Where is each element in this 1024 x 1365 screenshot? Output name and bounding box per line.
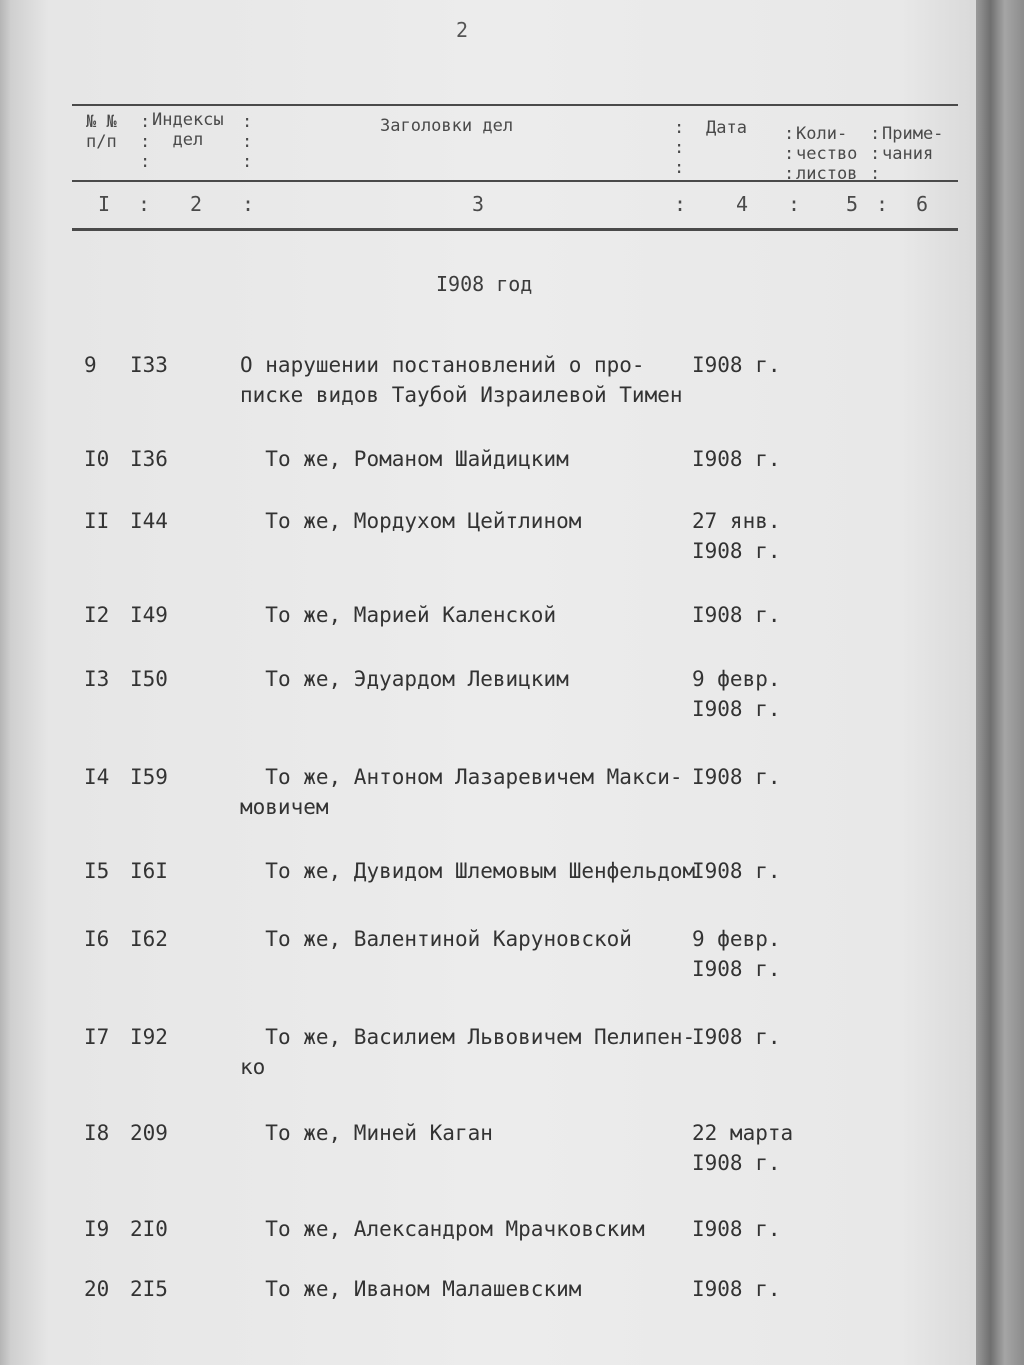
entry-date: I908 г. <box>692 1217 781 1241</box>
entry-title: О нарушении постановлений о про- писке видов Таубой Израилевой Тимен <box>240 353 683 407</box>
entry-title: То же, Миней Каган <box>240 1121 493 1145</box>
page-number: 2 <box>456 18 469 42</box>
entry-date: I908 г. <box>692 603 781 627</box>
entry-date: I908 г. <box>692 447 781 471</box>
entry-title: То же, Александром Мрачковским <box>240 1217 645 1241</box>
column-separator: : <box>876 192 889 216</box>
entry-date: I908 г. <box>692 765 781 789</box>
column-separator: : <box>674 192 687 216</box>
header-separator: : : : <box>140 112 151 172</box>
table-top-rule <box>72 104 958 106</box>
header-col-date: Дата <box>706 118 747 138</box>
entry-number: II <box>84 509 110 533</box>
year-heading: I908 год <box>436 272 533 296</box>
header-separator: : : : <box>870 124 881 184</box>
entry-number: I5 <box>84 859 110 883</box>
entry-index: 2I5 <box>130 1277 168 1301</box>
entry-number: I0 <box>84 447 110 471</box>
column-separator: : <box>138 192 151 216</box>
entry-index: I59 <box>130 765 168 789</box>
column-number: I <box>98 192 111 216</box>
entry-index: 2I0 <box>130 1217 168 1241</box>
entry-number: 20 <box>84 1277 110 1301</box>
column-number: 4 <box>736 192 749 216</box>
entry-date: I908 г. <box>692 353 781 377</box>
header-separator: : : : <box>242 112 253 172</box>
entry-number: I4 <box>84 765 110 789</box>
entry-index: I62 <box>130 927 168 951</box>
header-col-number: № № п/п <box>86 112 117 152</box>
entry-index: I44 <box>130 509 168 533</box>
entry-title: То же, Василием Львовичем Пелипен- ко <box>240 1025 696 1079</box>
entry-number: I7 <box>84 1025 110 1049</box>
column-number: 5 <box>846 192 859 216</box>
entry-title: То же, Антоном Лазаревичем Макси- мовичем <box>240 765 683 819</box>
entry-number: I9 <box>84 1217 110 1241</box>
page-right-edge <box>976 0 1024 1365</box>
entry-title: То же, Мордухом Цейтлином <box>240 509 582 533</box>
header-separator: : : : <box>784 124 795 184</box>
entry-number: I3 <box>84 667 110 691</box>
column-separator: : <box>788 192 801 216</box>
entry-number: I8 <box>84 1121 110 1145</box>
entry-index: I49 <box>130 603 168 627</box>
column-number: 6 <box>916 192 929 216</box>
entry-number: 9 <box>84 353 97 377</box>
entry-date: I908 г. <box>692 1025 781 1049</box>
entry-number: I2 <box>84 603 110 627</box>
entry-title: То же, Романом Шайдицким <box>240 447 569 471</box>
entry-title: То же, Дувидом Шлемовым Шенфельдом <box>240 859 696 883</box>
column-number: 3 <box>472 192 485 216</box>
entry-index: I36 <box>130 447 168 471</box>
entry-date: 9 февр. I908 г. <box>692 927 781 981</box>
header-col-title: Заголовки дел <box>380 116 514 136</box>
column-number: 2 <box>190 192 203 216</box>
entry-index: 209 <box>130 1121 168 1145</box>
table-numbers-rule <box>72 228 958 231</box>
entry-date: 22 марта I908 г. <box>692 1121 794 1175</box>
header-col-index: Индексы дел <box>152 110 224 150</box>
entry-date: 27 янв. I908 г. <box>692 509 781 563</box>
header-separator: : : : <box>674 118 685 178</box>
entry-title: То же, Марией Каленской <box>240 603 557 627</box>
entry-title: То же, Валентиной Каруновской <box>240 927 632 951</box>
column-separator: : <box>242 192 255 216</box>
entry-date: I908 г. <box>692 859 781 883</box>
entry-index: I92 <box>130 1025 168 1049</box>
entry-number: I6 <box>84 927 110 951</box>
entry-date: I908 г. <box>692 1277 781 1301</box>
entry-title: То же, Эдуардом Левицким <box>240 667 569 691</box>
entry-index: I33 <box>130 353 168 377</box>
header-col-sheets: Коли- чество листов <box>796 124 858 184</box>
header-col-notes: Приме- чания <box>882 124 944 164</box>
entry-index: I50 <box>130 667 168 691</box>
entry-title: То же, Иваном Малашевским <box>240 1277 582 1301</box>
entry-index: I6I <box>130 859 168 883</box>
entry-date: 9 февр. I908 г. <box>692 667 781 721</box>
